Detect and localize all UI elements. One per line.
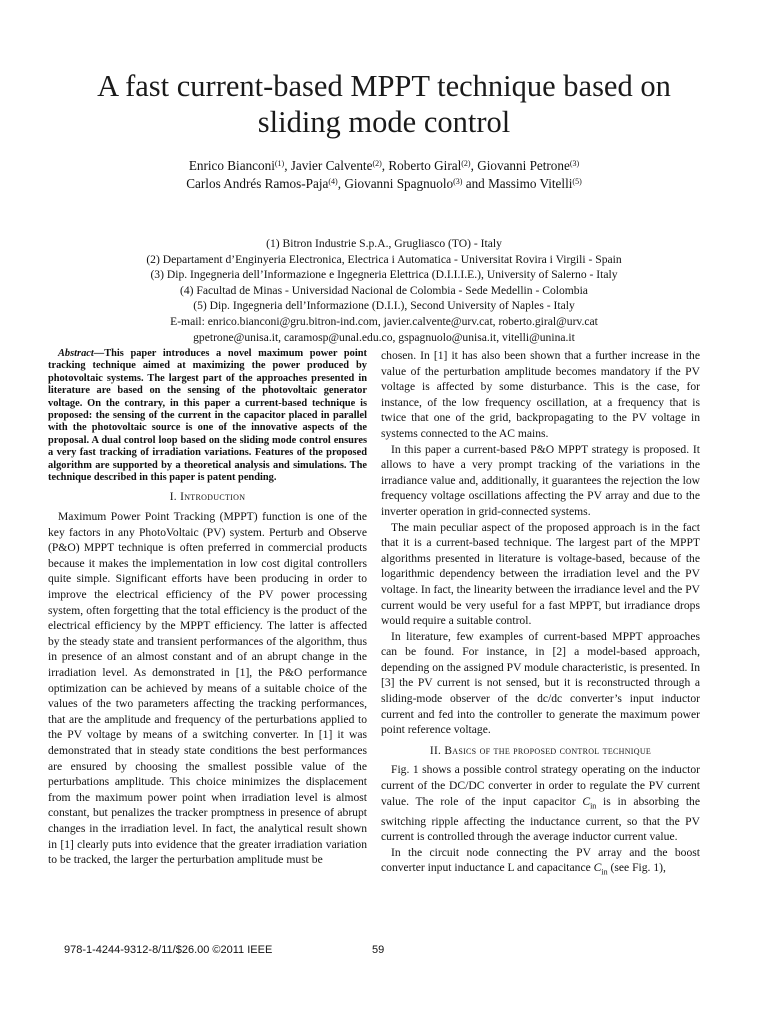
author-separator: , xyxy=(284,158,291,173)
author-separator: and xyxy=(462,176,489,191)
author-name: Massimo Vitelli xyxy=(488,176,573,191)
affiliation-line: (2) Departament d’Enginyeria Electronica, Electrica i Automatica - Universitat Rovira i Virgili - Spain xyxy=(146,252,622,266)
author-name: Giovanni Spagnuolo xyxy=(344,176,454,191)
author-name: Roberto Giral xyxy=(388,158,462,173)
footer-isbn: 978-1-4244-9312-8/11/$26.00 ©2011 IEEE xyxy=(64,944,273,956)
affiliation-mark: (2) xyxy=(372,159,382,168)
body-paragraph: chosen. In [1] it has also been shown that a further increase in the value of the perturbation amplitude becomes mandatory if the PV voltage is affected by some disturbance. This is the case, for instance, of the low frequency oscillation, at a frequency that is twice that one of the grid, backpropagating to the PV voltage in systems connected to the AC mains. xyxy=(381,349,700,440)
authors-line-1 xyxy=(60,157,708,175)
body-paragraph: In this paper a current-based P&O MPPT strategy is proposed. It allows to have a very prompt tracking of the variations in the irradiance value and, additionally, it guarantees the rejection the low frequency voltage oscillations affecting the PV array and due to the inverter operation in grid-connected systems. xyxy=(381,442,700,518)
affiliation-mark: (3) xyxy=(453,177,463,186)
author-separator: , xyxy=(470,158,478,173)
abstract-lead: Abstract xyxy=(58,348,94,359)
text-run: In the circuit node connecting the PV array and the boost converter input inductance L and capacitance xyxy=(381,845,700,875)
abstract-body: —This paper introduces a novel maximum power point tracking technique aimed at maximizing the power produced by photovoltaic systems. The largest part of the approaches presented in literature are based on the sensing of the photovoltaic generator voltage. On the contrary, in this paper a current-based technique is proposed: the sensing of the current in the capacitor placed in parallel with the photovoltaic source is one of the innovative aspects of the proposal. A dual control loop based on the sliding mode control ensures a very fast tracking of irradiation variations. Features of the proposed algorithm are supported by a theoretical analysis and simulations. The technique described in this paper is patent pending. xyxy=(48,348,367,484)
affiliation-line: (5) Dip. Ingegneria dell’Informazione (D.I.I.), Second University of Naples - Italy xyxy=(193,299,575,313)
authors-line-2 xyxy=(60,175,708,193)
body-paragraph: The main peculiar aspect of the proposed approach is in the fact that it is a current-based technique. The largest part of the MPPT algorithms presented in literature is voltage-based, because of the logarithmic dependency between the irradiation level and the PV voltage. In fact, the linearity between the irradiance level and the PV current would be very useful for a fast MPPT, but irradiance drops would require a suitable control. xyxy=(381,520,701,628)
author-name: Javier Calvente xyxy=(290,158,373,173)
affiliation-line: (3) Dip. Ingegneria dell’Informazione e Ingegneria Elettrica (D.I.I.I.E.), University of Salerno - Italy xyxy=(150,268,618,282)
symbol-subscript: in xyxy=(590,800,597,810)
body-paragraph: Maximum Power Point Tracking (MPPT) function is one of the key factors in any PhotoVoltaic (PV) system. Perturb and Observe (P&O) MPPT technique is often preferred in commercial products because it makes the implementation in low cost digital controllers quite simple. Significant efforts have been producing in order to improve the electrical efficiency of the PV power processing system, often forgetting that the total efficiency is the product of the electrical efficiency by the MPPT efficiency. The latter is affected by the steady state and transient performances of the algorithm, thus in presence of an almost constant and of an abrupt change in the irradiation level. As demonstrated in [1], the P&O performance optimization can be achieved by means of a suitable choice of the values of the two parameters affecting the tracking performances, that are the amplitude and frequency of the perturbations applied to the PV voltage by means of a switching converter. In [1] it was demonstrated that in steady state conditions the best performances are ensured by choosing the smallest possible value of the perturbations amplitude. This choice minimizes the displacement from the maximum power point when irradiation level is almost constant, but penalizes the tracker promptness in presence of abrupt changes in the irradiation level. In fact, the analytical result shown in [1] clearly puts into evidence that the greater irradiation variation to be tracked, the larger the perturbation amplitude must be xyxy=(48,510,367,867)
affiliation-line: (1) Bitron Industrie S.p.A., Grugliasco (TO) - Italy xyxy=(266,237,502,250)
affiliation-line: (4) Facultad de Minas - Universidad Nacional de Colombia - Sede Medellin - Colombia xyxy=(180,283,588,297)
section-number: I. xyxy=(169,491,181,504)
section-heading-introduction xyxy=(48,490,367,506)
affiliation-mark: (3) xyxy=(569,159,580,168)
symbol-subscript: in xyxy=(601,867,608,877)
left-column xyxy=(48,348,367,868)
title-line-2: sliding mode control xyxy=(257,105,511,139)
math-symbol xyxy=(593,861,608,877)
section-number: II. xyxy=(429,744,445,757)
section-title: Basics of the proposed control technique xyxy=(444,744,652,757)
affiliation-mark: (4) xyxy=(328,177,338,186)
body-paragraph xyxy=(381,845,700,881)
text-run: (see Fig. 1), xyxy=(607,861,666,875)
paper-title xyxy=(60,68,708,140)
body-paragraph xyxy=(381,762,700,844)
title-line-1: A fast current-based MPPT technique based on xyxy=(97,69,671,103)
email-line: gpetrone@unisa.it, caramosp@unal.edu.co, gspagnuolo@unisa.it, vitelli@unina.it xyxy=(193,330,575,344)
abstract xyxy=(48,348,367,484)
affiliation-mark: (2) xyxy=(461,159,471,168)
symbol-base: C xyxy=(593,861,602,875)
page-number: 59 xyxy=(372,944,385,956)
author-separator: , xyxy=(337,176,345,191)
math-symbol xyxy=(582,795,596,808)
right-column xyxy=(381,348,700,880)
text-run: Fig. 1 shows a possible control strategy operating on the inductor current of the DC/DC converter in order to regulate the PV current value. The role of the input capacitor xyxy=(381,763,700,808)
affiliation-block xyxy=(60,236,708,345)
author-separator: , xyxy=(381,158,389,173)
affiliation-mark: (1) xyxy=(274,159,285,168)
author-name: Carlos Andrés Ramos-Paja xyxy=(186,176,329,191)
author-list xyxy=(60,157,708,193)
symbol-base: C xyxy=(582,794,591,808)
section-title: Introduction xyxy=(180,491,246,504)
author-name: Giovanni Petrone xyxy=(477,158,570,173)
section-heading-basics xyxy=(381,744,700,760)
affiliation-mark: (5) xyxy=(572,177,582,186)
email-line: E-mail: enrico.bianconi@gru.bitron-ind.com, javier.calvente@urv.cat, roberto.giral@urv.cat xyxy=(170,314,598,328)
text-run: is in absorbing the switching ripple affecting the inductance current, so that the PV current is controlled through the average inductor current value. xyxy=(381,794,700,844)
author-name: Enrico Bianconi xyxy=(188,158,275,173)
body-paragraph: In literature, few examples of current-based MPPT approaches can be found. For instance, in [2] a model-based approach, depending on the assigned PV module characteristic, is presented. In [3] the PV current is not sensed, but it is reconstructed through a sliding-mode observer of the dc/dc converter’s input inductor current and fed into the controller to generate the maximum power point reference voltage. xyxy=(381,629,700,737)
